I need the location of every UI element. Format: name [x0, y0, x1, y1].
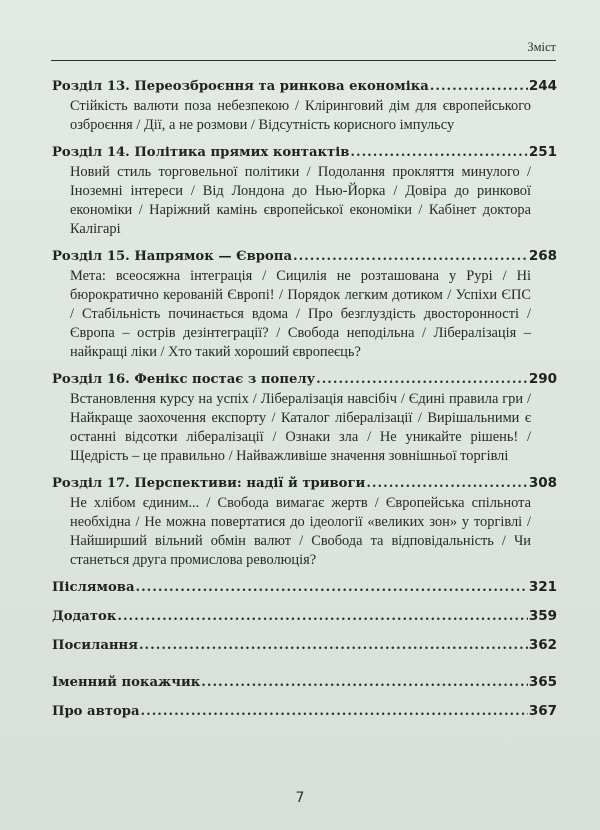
dot-leader [139, 636, 528, 656]
toc-references[interactable] [52, 635, 557, 656]
toc-appendix[interactable] [52, 606, 557, 627]
chapter-subtopics: Стійкість валюти поза небезпекою / Кліринговий дім для європейського озброєння / Дії, а не розмови / Відсутність корисного імпульсу [70, 98, 531, 133]
chapter-subtopics: Новий стиль торговельної політики / Подолання прокляття минулого / Іноземні інтереси / Від Лондона до Нью-Йорка / Довіра до ринкової економіки / Наріжний камінь європейської економіки / Кабінет доктора Калігарі [70, 164, 531, 237]
dot-leader [430, 77, 528, 97]
dot-leader [117, 607, 527, 627]
dot-leader [366, 474, 527, 494]
page-number: 290 [528, 371, 557, 387]
dot-leader [141, 702, 528, 722]
chapter-subtopics: Мета: всеосяжна інтеграція / Сицилія не розташована у Рурі / Ні бюрократично керованій Європі! / Порядок легким дотиком / Успіхи ЄПС / Стабільність починається вдома / Про безглуздість двосторонності / Європа – острів дезінтеграції? / Свобода неподільна / Лібералізація – найкращі ліки / Хто такий хороший європеєць? [70, 268, 531, 360]
dot-leader [136, 578, 528, 598]
page-number: 251 [528, 144, 557, 160]
toc-about-author[interactable] [52, 701, 557, 722]
dot-leader [316, 370, 528, 390]
page-number: 268 [528, 248, 557, 264]
chapter-subtopics: Не хлібом єдиним... / Свобода вимагає жертв / Європейська спільнота необхідна / Не можна повертатися до ідеології «великих зон» у торгівлі / Найширший вільний обмін валют / Свобода та відповідальність / Чи станеться друга промислова революція? [70, 495, 531, 568]
page-number: 367 [528, 703, 557, 719]
entry-title: Посилання [52, 638, 138, 653]
toc-chapter-16[interactable] [52, 369, 557, 466]
toc-chapter-14[interactable] [52, 142, 557, 239]
running-head: Зміст [527, 40, 556, 54]
entry-title: Додаток [52, 609, 117, 624]
table-of-contents [52, 76, 557, 730]
page-number: 365 [528, 674, 557, 690]
dot-leader [293, 247, 528, 267]
page-number: 244 [528, 78, 557, 94]
chapter-title: Розділ 16. Фенікс постає з попелу [52, 372, 316, 387]
chapter-subtopics: Встановлення курсу на успіх / Лібералізація навсібіч / Єдині правила гри / Найкраще заохочення експорту / Каталог лібералізації / Вирішальними є останні відсотки лібералізації / Ознаки зла / Не уникайте рішень! / Щедрість – це правильно / Найважливіше значення зовнішньої торгівлі [70, 391, 531, 464]
dot-leader [201, 673, 528, 693]
chapter-title: Розділ 14. Політика прямих контактів [52, 145, 350, 160]
toc-name-index[interactable] [52, 672, 557, 693]
chapter-title: Розділ 15. Напрямок — Європа [52, 249, 292, 264]
chapter-title: Розділ 17. Перспективи: надії й тривоги [52, 476, 366, 491]
chapter-title: Розділ 13. Переозброєння та ринкова економіка [52, 79, 429, 94]
entry-title: Іменний покажчик [52, 675, 201, 690]
toc-chapter-17[interactable] [52, 473, 557, 570]
entry-title: Про автора [52, 704, 140, 719]
page-folio: 7 [295, 790, 305, 806]
toc-chapter-13[interactable] [52, 76, 557, 135]
toc-chapter-15[interactable] [52, 246, 557, 362]
header-rule [51, 60, 556, 61]
page-number: 362 [528, 637, 557, 653]
dot-leader [350, 143, 527, 163]
page-number: 359 [528, 608, 557, 624]
page-number: 321 [528, 579, 557, 595]
page-number: 308 [528, 475, 557, 491]
entry-title: Післямова [52, 580, 135, 595]
toc-afterword[interactable] [52, 577, 557, 598]
